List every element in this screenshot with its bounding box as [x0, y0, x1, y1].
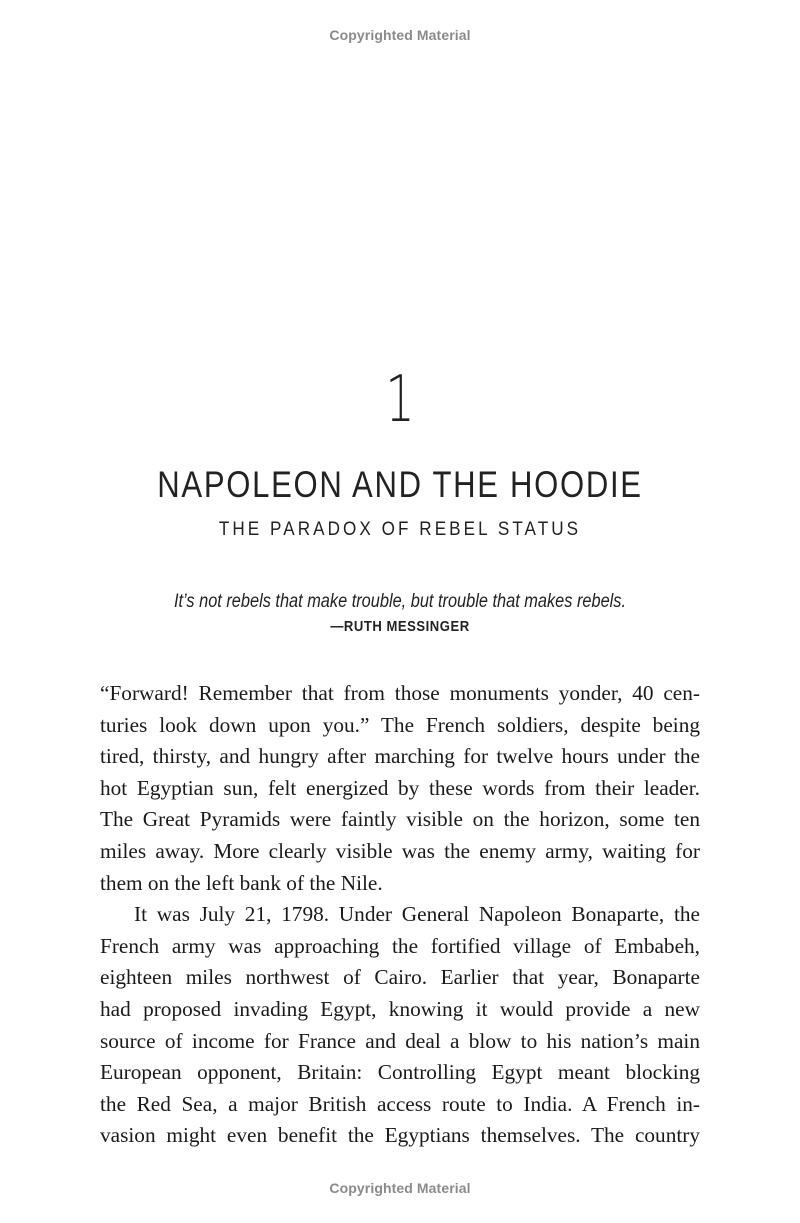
- text-line: the Red Sea, a major British access route to India. A French in-: [100, 1091, 700, 1116]
- copyright-watermark-top: Copyrighted Material: [329, 27, 471, 43]
- text-line: European opponent, Britain: Controlling Egypt meant blocking: [100, 1060, 700, 1085]
- text-line: source of income for France and deal a blow to his nation’s main: [100, 1028, 700, 1053]
- copyright-watermark-bottom: Copyrighted Material: [329, 1180, 471, 1196]
- text-line: tired, thirsty, and hungry after marching for twelve hours under the: [100, 744, 700, 769]
- epigraph-attribution: —RUTH MESSINGER: [330, 619, 470, 635]
- text-line: It was July 21, 1798. Under General Napoleon Bonaparte, the: [134, 902, 700, 927]
- text-line: them on the left bank of the Nile.: [100, 870, 383, 895]
- body-text: [100, 678, 700, 1152]
- text-line: vasion might even benefit the Egyptians themselves. The country: [100, 1123, 700, 1148]
- chapter-number: 1: [385, 363, 415, 437]
- chapter-subtitle: THE PARADOX OF REBEL STATUS: [218, 519, 582, 540]
- chapter-title: NAPOLEON AND THE HOODIE: [157, 464, 643, 505]
- text-line: eighteen miles northwest of Cairo. Earlier that year, Bonaparte: [100, 965, 700, 990]
- paragraph-1: [100, 678, 700, 899]
- paragraph-2: [100, 899, 700, 1152]
- epigraph-quote: It’s not rebels that make trouble, but trouble that makes rebels.: [173, 591, 627, 612]
- text-line: had proposed invading Egypt, knowing it would provide a new: [100, 996, 700, 1021]
- text-line: turies look down upon you.” The French soldiers, despite being: [100, 712, 700, 737]
- text-line: miles away. More clearly visible was the enemy army, waiting for: [100, 838, 700, 863]
- text-line: hot Egyptian sun, felt energized by these words from their leader.: [100, 775, 700, 800]
- text-line: French army was approaching the fortified village of Embabeh,: [100, 933, 700, 958]
- text-line: “Forward! Remember that from those monuments yonder, 40 cen-: [100, 681, 700, 705]
- text-line: The Great Pyramids were faintly visible on the horizon, some ten: [100, 807, 700, 832]
